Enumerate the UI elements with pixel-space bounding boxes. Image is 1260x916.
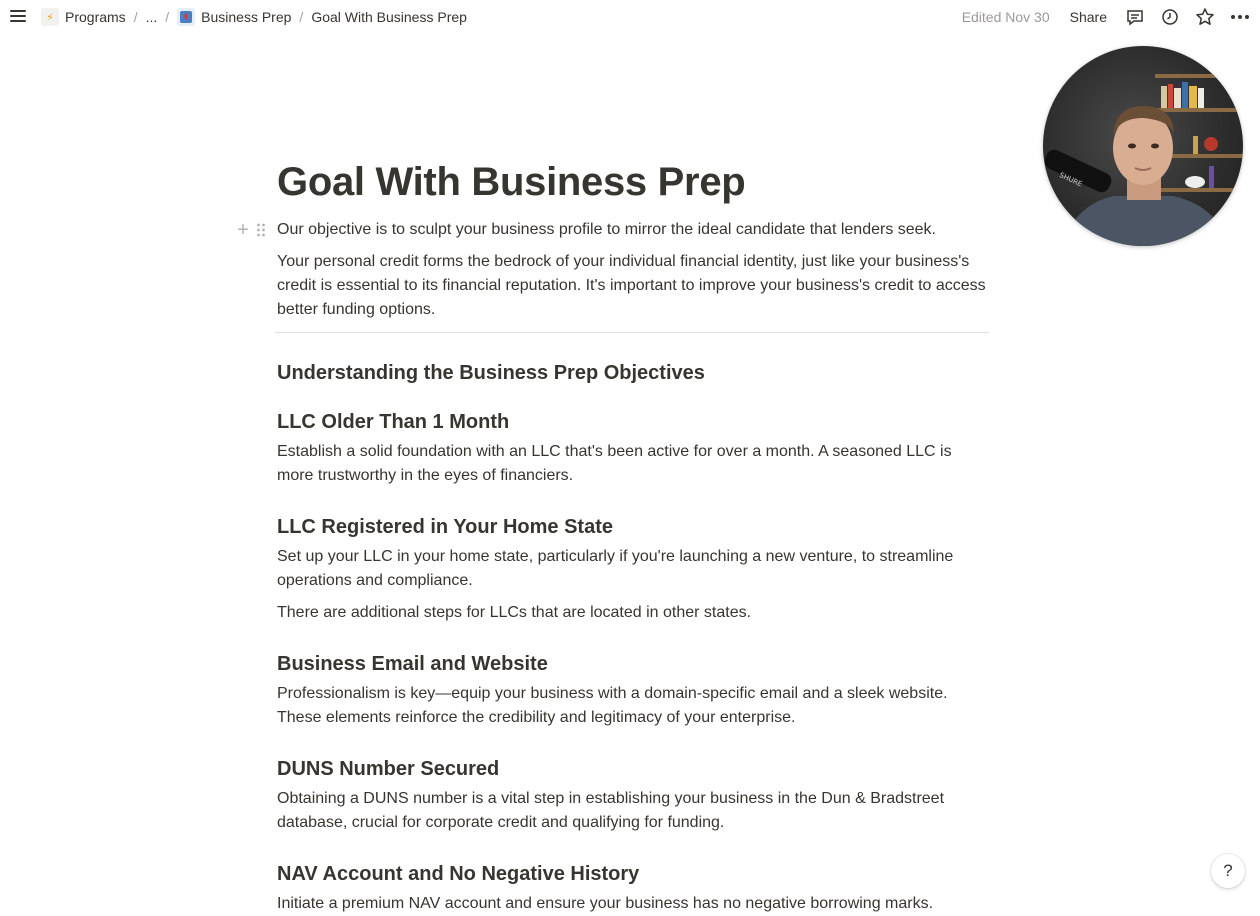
top-bar bbox=[0, 0, 1260, 34]
divider bbox=[275, 332, 989, 333]
objective-paragraph[interactable]: Initiate a premium NAV account and ensure your business has no negative borrowing marks. bbox=[277, 895, 934, 912]
drag-handle-icon[interactable] bbox=[256, 222, 266, 238]
objective-heading[interactable]: DUNS Number Secured bbox=[277, 758, 500, 780]
more-options-icon[interactable] bbox=[1230, 7, 1250, 27]
block-handle bbox=[234, 221, 266, 239]
breadcrumb bbox=[38, 0, 470, 34]
breadcrumb-business-prep[interactable] bbox=[174, 6, 294, 28]
share-button[interactable]: Share bbox=[1069, 9, 1107, 25]
intro-paragraph[interactable]: Our objective is to sculpt your business profile to mirror the ideal candidate that lenders seek. bbox=[277, 221, 936, 238]
section-heading[interactable]: Understanding the Business Prep Objectives bbox=[277, 362, 705, 384]
objective-paragraph[interactable]: Obtaining a DUNS number is a vital step in establishing your business in the Dun & Bradstreet database, crucial for corporate credit and qualifying for funding. bbox=[277, 790, 945, 831]
svg-text:SHURE: SHURE bbox=[1058, 171, 1084, 189]
add-block-icon[interactable]: + bbox=[237, 219, 249, 241]
favorite-star-icon[interactable] bbox=[1195, 7, 1215, 27]
edited-timestamp: Edited Nov 30 bbox=[961, 9, 1050, 25]
objective-paragraph[interactable]: There are additional steps for LLCs that are located in other states. bbox=[277, 604, 752, 621]
history-clock-icon[interactable] bbox=[1160, 7, 1180, 27]
objective-heading[interactable]: LLC Older Than 1 Month bbox=[277, 411, 510, 433]
page-content bbox=[277, 216, 987, 916]
objective-heading[interactable]: NAV Account and No Negative History bbox=[277, 863, 640, 885]
business-prep-icon bbox=[177, 8, 195, 26]
objective-heading[interactable]: Business Email and Website bbox=[277, 653, 548, 675]
help-button[interactable]: ? bbox=[1211, 854, 1245, 888]
objective-paragraph[interactable]: Establish a solid foundation with an LLC that's been active for over a month. A seasoned LLC is more trustworthy in the eyes of financiers. bbox=[277, 443, 952, 484]
objective-heading[interactable]: LLC Registered in Your Home State bbox=[277, 516, 613, 538]
comment-icon[interactable] bbox=[1125, 7, 1145, 27]
objective-paragraph[interactable]: Set up your LLC in your home state, particularly if you're launching a new venture, to streamline operations and compliance. bbox=[277, 548, 954, 589]
presenter-video-icon bbox=[1043, 46, 1243, 246]
breadcrumb-ellipsis[interactable] bbox=[143, 7, 161, 27]
objective-paragraph[interactable]: Professionalism is key—equip your business with a domain-specific email and a sleek website. These elements reinforce the credibility and legitimacy of your enterprise. bbox=[277, 685, 948, 726]
webcam-overlay bbox=[1043, 46, 1243, 246]
breadcrumb-label: ... bbox=[145, 9, 158, 25]
breadcrumb-label: Goal With Business Prep bbox=[311, 9, 467, 25]
breadcrumb-separator: / bbox=[133, 9, 138, 25]
breadcrumb-label: Business Prep bbox=[201, 9, 292, 25]
intro-paragraph[interactable]: Your personal credit forms the bedrock of your individual financial identity, just like your business's credit is essential to its financial reputation. It's important to improve your business's credit to access better funding options. bbox=[277, 253, 986, 318]
breadcrumb-separator: / bbox=[165, 9, 170, 25]
lightning-icon: ⚡ bbox=[41, 8, 59, 26]
top-actions bbox=[962, 0, 1260, 34]
breadcrumb-label: Programs bbox=[65, 9, 126, 25]
sidebar-toggle-icon[interactable] bbox=[9, 8, 27, 24]
breadcrumb-separator: / bbox=[299, 9, 304, 25]
breadcrumb-current-page[interactable] bbox=[308, 7, 470, 27]
page-title[interactable]: Goal With Business Prep bbox=[277, 160, 746, 204]
breadcrumb-programs[interactable] bbox=[38, 6, 129, 28]
